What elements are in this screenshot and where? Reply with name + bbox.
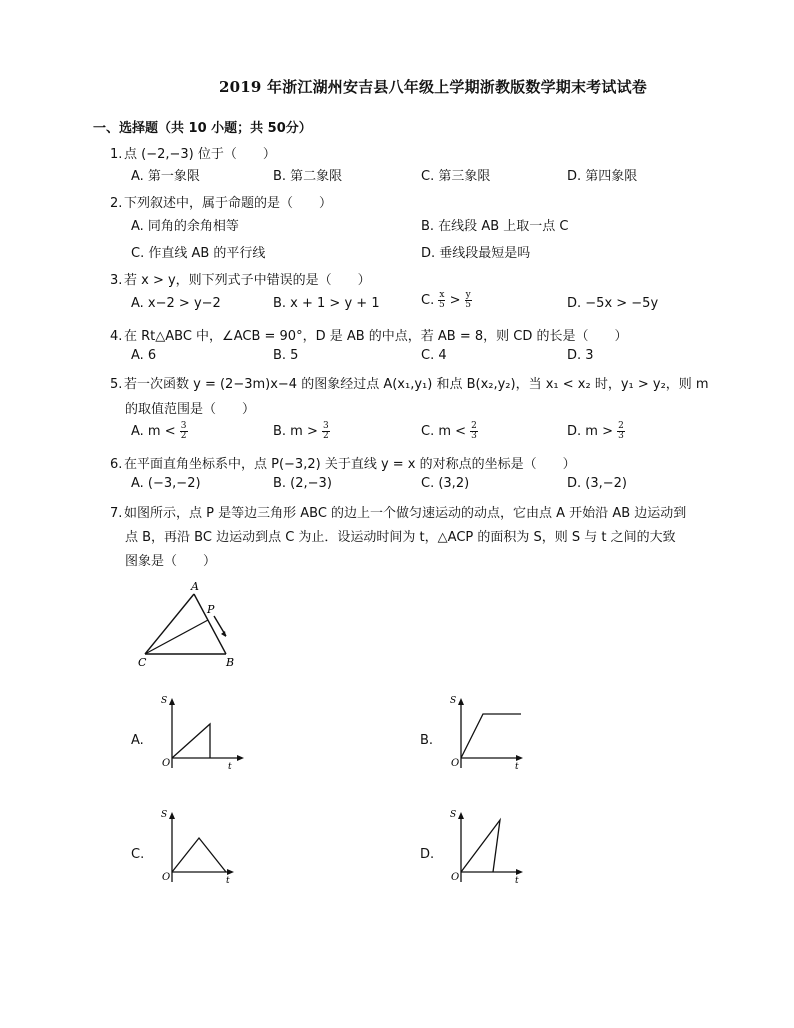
x-axis-arrow [237,755,244,761]
question-number: 4. [110,329,123,344]
q7-graph-c [158,806,248,886]
q7-graph-d [447,806,527,886]
x-axis-label: t [515,762,519,772]
greater-than: > [449,293,461,308]
denominator: 3 [471,431,477,441]
denominator: 5 [465,300,472,310]
origin-label: O [162,758,171,769]
q6-option-c: C. (3,2) [421,476,470,491]
question-3 [110,269,371,288]
y-axis-label: S [161,696,168,706]
question-stem: 若一次函数 y = (2−3m)x−4 的图象经过点 A(x₁,y₁) 和点 B(x₂,y₂)，当 x₁ < x₂ 时，y₁ > y₂，则 m [124,377,709,392]
origin-label: O [451,758,460,769]
question-stem: 在平面直角坐标系中，点 P(−3,2) 关于直线 y = x 的对称点的坐标是（ ） [124,457,576,472]
numerator: 2 [618,421,624,431]
q4-option-a: A. 6 [131,348,157,363]
q7-option-a-label: A. [131,733,144,748]
question-2 [110,192,332,211]
q4-option-b: B. 5 [273,348,299,363]
question-7-line-2: 点 B，再沿 BC 边运动到点 C 为止．设运动时间为 t，△ACP 的面积为 S，则 S 与 t 之间的大致 [125,530,676,545]
x-axis-arrow [227,869,234,875]
x-axis-arrow [516,869,523,875]
vertex-b: B [226,656,235,669]
graph-curve [172,724,210,758]
origin-label: O [162,872,171,883]
option-prefix: B. m > [273,424,318,439]
q3-option-b: B. x + 1 > y + 1 [273,296,380,311]
question-number: 2. [110,196,123,211]
origin-label: O [451,872,460,883]
y-axis-arrow [458,812,464,819]
y-axis-arrow [169,812,175,819]
x-axis-arrow [516,755,523,761]
option-prefix: D. m > [567,424,613,439]
numerator: 3 [180,421,187,431]
q6-option-d: D. (3,−2) [567,476,627,491]
question-stem: 点 (−2,−3) 位于（ ） [124,147,276,162]
y-axis-label: S [161,810,168,820]
segment-cp [145,620,208,654]
triangle-figure [130,578,250,670]
q5-option-c [421,422,478,441]
q5-option-a [131,422,188,441]
q4-option-c: C. 4 [421,348,447,363]
q6-option-b: B. (2,−3) [273,476,332,491]
q7-graph-b [447,692,527,772]
q5-option-d [567,422,625,441]
q1-option-d: D. 第四象限 [567,169,638,184]
y-axis-arrow [458,698,464,705]
numerator: 3 [323,421,329,431]
q7-option-d-label: D. [420,847,435,862]
question-5-continued: 的取值范围是（ ） [125,402,256,417]
option-prefix: C. [421,293,435,308]
x-axis-label: t [228,762,232,772]
fraction [438,291,445,310]
q3-option-a: A. x−2 > y−2 [131,296,221,311]
option-prefix: A. m < [131,424,176,439]
q7-option-b-label: B. [420,733,434,748]
edge-ac [145,594,194,654]
question-stem: 在 Rt△ABC 中，∠ACB = 90°，D 是 AB 的中点，若 AB = 8，则 CD 的长是（ ） [124,329,628,344]
q3-option-d: D. −5x > −5y [567,296,659,311]
q2-option-b: B. 在线段 AB 上取一点 C [421,219,569,234]
question-number: 3. [110,273,123,288]
question-7-line-3: 图象是（ ） [125,554,217,569]
question-number: 6. [110,457,123,472]
question-4 [110,325,628,344]
q2-option-a: A. 同角的余角相等 [131,219,239,234]
question-number: 5. [110,377,123,392]
fraction [322,422,330,441]
numerator: y [465,290,471,300]
x-axis-label: t [226,876,230,886]
fraction [180,422,188,441]
question-number: 1. [110,147,123,162]
x-axis-label: t [515,876,519,886]
q2-option-c: C. 作直线 AB 的平行线 [131,246,266,261]
q4-option-d: D. 3 [567,348,594,363]
q7-graph-a [158,692,248,772]
q3-option-c [421,291,472,310]
numerator: 2 [471,421,477,431]
denominator: 5 [439,300,445,310]
y-axis-label: S [450,810,457,820]
fraction [470,422,478,441]
q1-option-c: C. 第三象限 [421,169,491,184]
denominator: 2 [180,431,187,441]
question-6 [110,453,576,472]
q6-option-a: A. (−3,−2) [131,476,201,491]
graph-curve [172,838,226,872]
graph-curve [461,714,521,758]
vertex-a: A [191,580,199,593]
page-title: 2019 年浙江湖州安吉县八年级上学期浙教版数学期末考试试卷 [219,78,647,96]
question-5 [110,373,709,392]
fraction [465,291,472,310]
y-axis-label: S [450,696,457,706]
numerator: x [439,290,445,300]
vertex-c: C [138,656,147,669]
question-number: 7. [110,506,123,521]
q7-option-c-label: C. [131,847,145,862]
question-stem: 如图所示，点 P 是等边三角形 ABC 的边上一个做匀速运动的动点，它由点 A 开始沿 AB 边运动到 [124,506,687,521]
denominator: 3 [618,431,624,441]
question-1 [110,143,276,162]
q5-option-b [273,422,330,441]
point-p: P [207,603,215,616]
question-stem: 若 x > y，则下列式子中错误的是（ ） [124,273,371,288]
denominator: 2 [323,431,329,441]
fraction [617,422,625,441]
graph-curve [461,820,500,872]
q1-option-b: B. 第二象限 [273,169,343,184]
q1-option-a: A. 第一象限 [131,169,200,184]
question-7 [110,502,686,521]
question-stem: 下列叙述中，属于命题的是（ ） [124,196,333,211]
y-axis-arrow [169,698,175,705]
q2-option-d: D. 垂线段最短是吗 [421,246,531,261]
option-prefix: C. m < [421,424,467,439]
section-heading: 一、选择题（共 10 小题；共 50分） [93,121,312,136]
